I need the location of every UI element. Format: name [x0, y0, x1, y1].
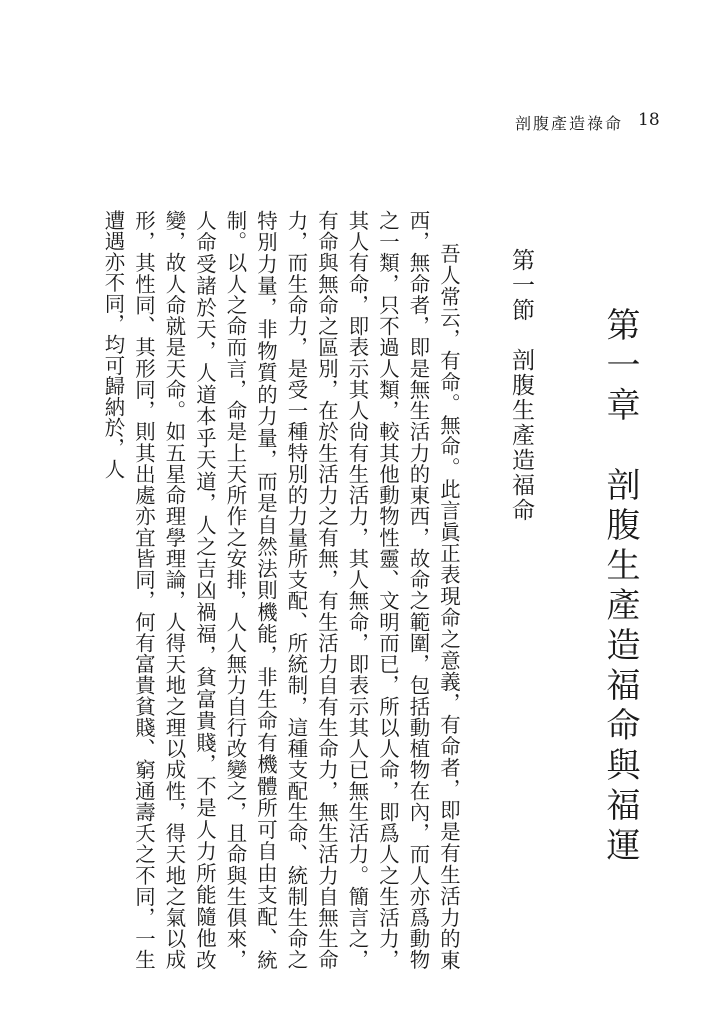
body-paragraph: 吾人常云，有命。無命。此言眞正表現命之意義，有命者，即是有生活力的東西，無命者，即是無生活力的東西，故命之範圍，包括動植物在內，而人亦爲動物之一類，只不過人類，較其他動物性靈、文明而已，所以人命，即爲人之生活力，其人有命，即表示其人尙有生活力，其人無命，即表示其人已無生活力。簡言之，有命與無命之區別，在於生活力之有無，有生活力自有生命力，無生活力自無生命力，而生命力，是受一種特別的力量所支配、所統制，這種支配生命、統制生命之特別力量，非物質的力量，而是自然法則機能，非生命有機體所可自由支配、統制。以人之命而言，命是上天所作之安排，人人無力自行改變之，且命與生俱來，人命受諸於天，人道本乎天道，人之吉凶禍福，貧富貴賤，不是人力所能隨他改變，故人命就是天命。如五星命理學理論，人得天地之理以成性，得天地之氣以成形，其性同、其形同，則其出處亦宜皆同，何有富貴貧賤、窮通壽夭之不同，一生遭遇亦不同，均可歸納於，人: [101, 210, 461, 970]
section-title: 第一節 剖腹生產造福命: [508, 248, 534, 523]
running-header-title: 剖腹產造祿命: [515, 114, 624, 133]
chapter-title: 第一章 剖腹生產造福命與福運: [600, 307, 640, 867]
page-number: 18: [638, 110, 660, 130]
body-text: [98, 210, 464, 970]
